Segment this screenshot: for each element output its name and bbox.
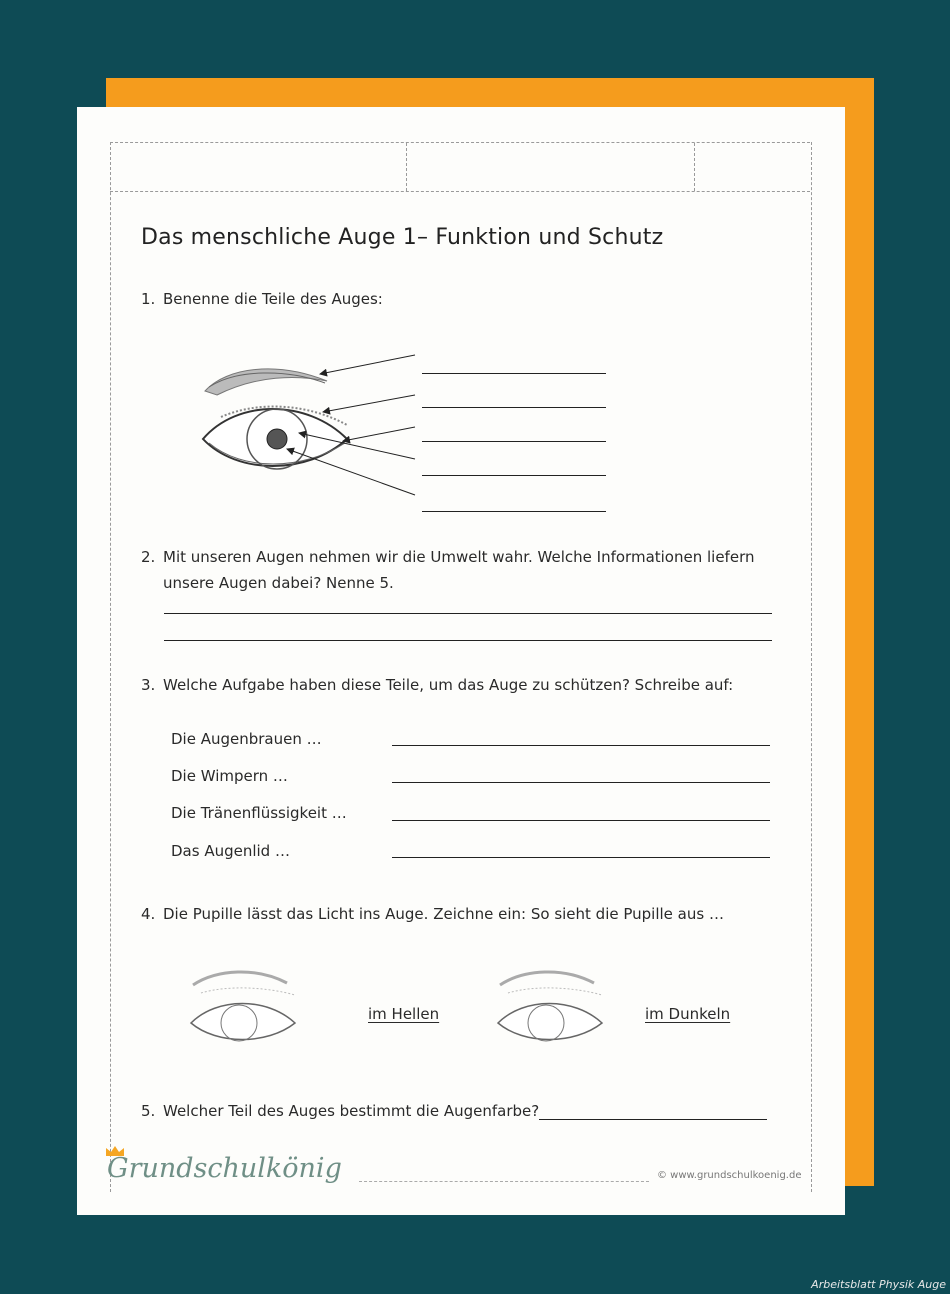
answer-line[interactable] xyxy=(392,782,770,783)
question-text: Die Pupille lässt das Licht ins Auge. Zeichne ein: So sieht die Pupille aus … xyxy=(163,905,724,923)
question-text-continued: unsere Augen dabei? Nenne 5. xyxy=(163,574,394,592)
answer-line[interactable] xyxy=(422,407,606,408)
answer-line[interactable] xyxy=(392,820,770,821)
answer-line[interactable] xyxy=(392,745,770,746)
question-text: Mit unseren Augen nehmen wir die Umwelt wahr. Welche Informationen liefern xyxy=(163,548,755,566)
answer-line[interactable] xyxy=(392,857,770,858)
question-5 xyxy=(141,1102,539,1120)
label-in-dark: im Dunkeln xyxy=(645,1005,731,1023)
question-2 xyxy=(141,544,754,596)
question-number: 5. xyxy=(141,1102,156,1120)
answer-line[interactable] xyxy=(422,475,606,476)
eyebrows-item: Die Augenbrauen … xyxy=(171,730,322,748)
answer-line[interactable] xyxy=(539,1119,767,1120)
question-number: 3. xyxy=(141,676,156,694)
question-text: Welcher Teil des Auges bestimmt die Augenfarbe? xyxy=(163,1102,540,1120)
question-number: 4. xyxy=(141,905,156,923)
eyelashes-item: Die Wimpern … xyxy=(171,767,288,785)
question-text: Benenne die Teile des Auges: xyxy=(163,290,383,308)
answer-line[interactable] xyxy=(164,640,772,641)
eyelid-item: Das Augenlid … xyxy=(171,842,290,860)
label-in-light: im Hellen xyxy=(368,1005,440,1023)
question-text: Welche Aufgabe haben diese Teile, um das Auge zu schützen? Schreibe auf: xyxy=(163,676,734,694)
eye-sketch-light xyxy=(187,965,307,1055)
image-caption: Arbeitsblatt Physik Auge xyxy=(811,1278,946,1291)
pointer-arrows xyxy=(77,107,845,567)
footer-divider xyxy=(359,1181,649,1182)
eye-sketch-dark xyxy=(494,965,614,1055)
worksheet-page xyxy=(77,107,845,1215)
question-3 xyxy=(141,676,733,694)
footer-url: © www.grundschulkoenig.de xyxy=(657,1170,802,1181)
answer-line[interactable] xyxy=(164,613,772,614)
question-number: 1. xyxy=(141,290,156,308)
worksheet-title: Das menschliche Auge 1– Funktion und Schutz xyxy=(141,225,664,250)
tear-fluid-item: Die Tränenflüssigkeit … xyxy=(171,804,347,822)
answer-line[interactable] xyxy=(422,373,606,374)
question-4 xyxy=(141,905,724,923)
brand-logo: Grundschulkönig xyxy=(107,1153,342,1184)
answer-line[interactable] xyxy=(422,441,606,442)
question-number: 2. xyxy=(141,548,156,566)
answer-line[interactable] xyxy=(422,511,606,512)
